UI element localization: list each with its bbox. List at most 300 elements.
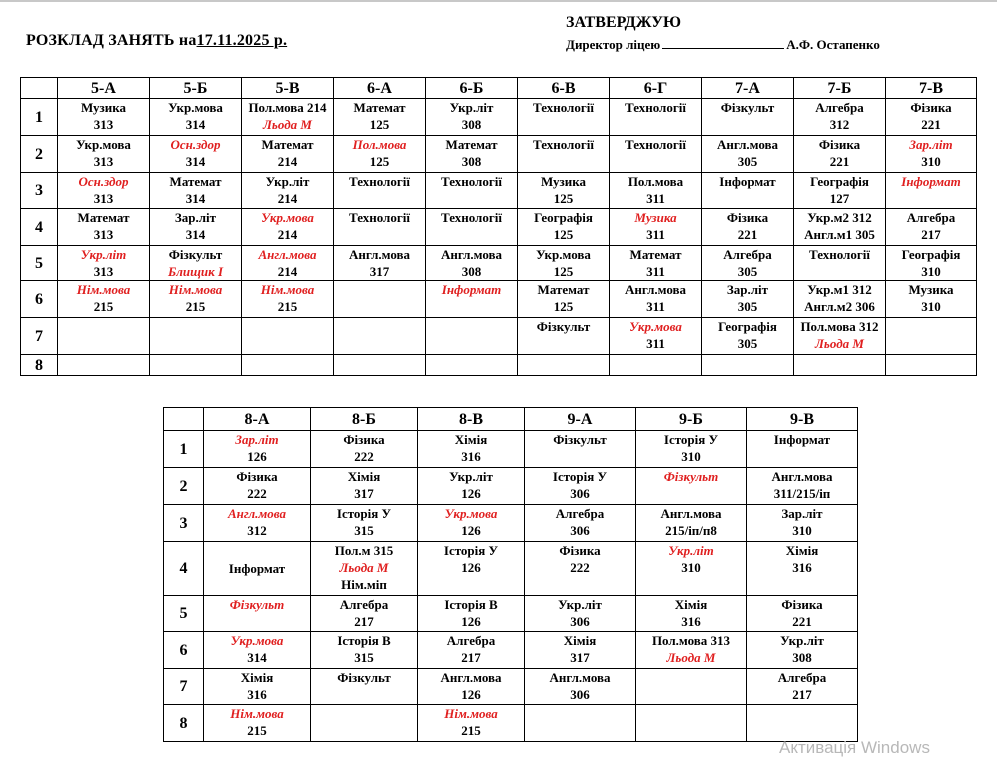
class-header: 9-В [747,408,858,431]
approval-title: ЗАТВЕРДЖУЮ [566,14,682,31]
lesson-text: 306 [570,614,590,629]
lesson-number: 8 [21,355,58,376]
lesson-text: Хімія [454,432,488,447]
lesson-cell [58,318,150,355]
lesson-text: Хімія [785,543,819,558]
teacher-or-subject-highlight: Льода М [815,336,864,351]
lesson-text: 221 [792,614,812,629]
lesson-text: Технології [533,137,594,152]
lesson-text: Фізика [726,210,769,225]
lesson-text: 215/іп/п8 [665,523,717,538]
lesson-cell [747,596,858,632]
lesson-text: 214 [277,227,298,242]
lesson-text: 125 [553,227,574,242]
lesson-text: Музика [540,174,587,189]
lesson-cell [426,173,518,209]
lesson-text: 215 [93,299,114,314]
lesson-text: 222 [570,560,590,575]
lesson-cell [747,542,858,596]
lesson-text: Укр.м2 312 [807,210,872,225]
lesson-text: 310 [921,154,941,169]
lesson-text: Хімія [240,670,274,685]
lesson-cell [886,173,977,209]
lesson-number: 2 [164,468,204,505]
lesson-text: Фізкульт [536,319,591,334]
lesson-text: 214 [277,154,298,169]
lesson-text: 314 [185,191,206,206]
lesson-cell [518,318,610,355]
lesson-row [21,281,977,318]
lesson-cell [426,318,518,355]
lesson-text: Фізика [559,543,601,558]
lesson-text: Історія В [337,633,391,648]
teacher-or-subject-highlight: Пол.мова [352,137,407,152]
lesson-cell [518,173,610,209]
lesson-cell [58,173,150,209]
teacher-or-subject-highlight: Фізкульт [663,469,719,484]
lesson-row [164,596,858,632]
lesson-text: 316 [247,687,267,702]
teacher-or-subject-highlight: Нім.мова [76,282,131,297]
lesson-text: Фізика [818,137,861,152]
lesson-cell [886,318,977,355]
lesson-cell [311,705,418,742]
lesson-text: Фізика [236,469,278,484]
lesson-cell [636,542,747,596]
lesson-cell [610,355,702,376]
teacher-or-subject-highlight: Інформат [901,174,961,189]
lesson-cell [794,355,886,376]
approval-role: Директор ліцею [566,37,661,52]
lesson-text: 311 [646,227,665,242]
teacher-or-subject-highlight: Фізкульт [229,597,285,612]
lesson-cell [525,596,636,632]
lesson-cell [418,596,525,632]
windows-activation-watermark: Активація Windows [779,738,930,757]
lesson-cell [636,505,747,542]
lesson-cell [242,173,334,209]
lesson-cell [418,468,525,505]
lesson-text: 221 [921,117,941,132]
lesson-cell [242,136,334,173]
lesson-text: 312 [247,523,267,538]
lesson-row [21,246,977,281]
lesson-cell [518,209,610,246]
lesson-text: 125 [553,191,574,206]
lesson-row [21,173,977,209]
lesson-text: 311 [646,191,665,206]
lesson-cell [242,209,334,246]
lesson-cell [702,355,794,376]
lesson-cell [150,281,242,318]
lesson-text: 217 [792,687,812,702]
teacher-or-subject-highlight: Зар.літ [909,137,953,152]
lesson-text: Нім.міп [341,577,387,592]
lesson-text: 305 [737,264,758,279]
lesson-text: 222 [247,486,267,501]
lesson-text: Англ.мова [716,137,779,152]
class-header: 9-Б [636,408,747,431]
lesson-text: Алгебра [446,633,496,648]
lesson-text: 316 [681,614,701,629]
lesson-cell [242,281,334,318]
teacher-or-subject-highlight: Укр.літ [668,543,714,558]
lesson-text: Географія [810,174,869,189]
lesson-text: Англ.мова [440,247,503,262]
lesson-text: 126 [461,614,481,629]
lesson-text: Англ.мова [348,247,411,262]
lesson-number: 7 [21,318,58,355]
lesson-number: 5 [164,596,204,632]
lesson-text: 314 [247,650,267,665]
lesson-text: Зар.літ [174,210,217,225]
lesson-row [21,318,977,355]
lesson-cell [702,246,794,281]
lesson-text: 314 [185,117,206,132]
lesson-text: 308 [792,650,812,665]
lesson-text: Пол.мова 312 [800,319,879,334]
class-header: 6-А [334,78,426,99]
lesson-cell [886,355,977,376]
class-header: 9-А [525,408,636,431]
lesson-text: Інформат [773,432,831,447]
teacher-or-subject-highlight: Осн.здор [170,137,221,152]
lesson-text: 215 [247,723,267,738]
lesson-text: 313 [93,117,114,132]
lesson-text: 125 [553,299,574,314]
lesson-cell [426,246,518,281]
lesson-cell [702,281,794,318]
lesson-text: 306 [570,687,590,702]
lesson-text: 310 [681,449,701,464]
lesson-number: 8 [164,705,204,742]
lesson-text: Алгебра [723,247,772,262]
teacher-or-subject-highlight: Англ.мова [258,247,317,262]
lesson-cell [58,355,150,376]
lesson-cell [636,596,747,632]
lesson-text: Музика [80,100,127,115]
lesson-text: Математ [629,247,682,262]
class-header: 6-Б [426,78,518,99]
lesson-cell [426,355,518,376]
lesson-text: 214 [277,191,298,206]
lesson-cell [58,99,150,136]
lesson-cell [886,136,977,173]
lesson-cell [702,99,794,136]
lesson-cell [886,246,977,281]
approval-name: А.Ф. Остапенко [786,37,880,52]
lesson-cell [150,209,242,246]
lesson-cell [794,99,886,136]
lesson-text: Укр.мова [76,137,131,152]
lesson-text: 215 [461,723,481,738]
lesson-cell [204,596,311,632]
lesson-cell [204,705,311,742]
lesson-text: 217 [921,227,941,242]
lesson-text: 314 [185,154,206,169]
class-header: 7-В [886,78,977,99]
lesson-text: Технології [441,174,502,189]
class-header: 8-Б [311,408,418,431]
lesson-row [164,468,858,505]
lesson-text: 316 [461,449,481,464]
lesson-cell [525,632,636,669]
lesson-cell [418,431,525,468]
lesson-text: Географія [534,210,593,225]
lesson-cell [525,669,636,705]
lesson-cell [702,209,794,246]
lesson-number: 7 [164,669,204,705]
lesson-text: Географія [901,247,961,262]
lesson-cell [702,173,794,209]
lesson-cell [204,542,311,596]
lesson-text: Укр.мова [168,100,223,115]
teacher-or-subject-highlight: Укр.мова [444,506,498,521]
teacher-or-subject-highlight: Льода М [666,650,716,665]
lesson-cell [886,281,977,318]
lesson-cell [204,632,311,669]
header-row [164,408,858,431]
lesson-cell [150,355,242,376]
lesson-text: Алгебра [555,506,605,521]
lesson-cell [426,209,518,246]
lesson-text: Технології [349,174,410,189]
lesson-cell [610,173,702,209]
lesson-text: Пол.мова 214 [248,100,327,115]
lesson-text: Алгебра [906,210,956,225]
lesson-text: Географія [718,319,777,334]
lesson-cell [636,705,747,742]
lesson-text: Технології [625,137,686,152]
lesson-text: Технології [441,210,502,225]
lesson-cell [518,246,610,281]
lesson-cell [702,318,794,355]
lesson-text: Англ.мова [624,282,687,297]
corner-cell [164,408,204,431]
teacher-or-subject-highlight: Льода М [263,117,312,132]
lesson-cell [886,209,977,246]
lesson-text: Зар.літ [726,282,769,297]
lesson-text: Фізика [910,100,952,115]
teacher-or-subject-highlight: Музика [634,210,677,225]
lesson-cell [334,173,426,209]
teacher-or-subject-highlight: Нім.мова [444,706,498,721]
lesson-row [164,632,858,669]
lesson-cell [886,99,977,136]
lesson-cell [794,136,886,173]
lesson-text: 127 [829,191,850,206]
lesson-row [164,669,858,705]
lesson-text: 317 [570,650,590,665]
lesson-text: 217 [461,650,481,665]
lesson-cell [747,669,858,705]
lesson-cell [418,632,525,669]
lesson-text: Пол.мова 313 [651,633,731,648]
lesson-cell [418,542,525,596]
lesson-text: Зар.літ [781,506,823,521]
lesson-cell [204,505,311,542]
lesson-text: 125 [553,264,574,279]
lesson-text: Фізкульт [168,247,223,262]
lesson-cell [311,596,418,632]
lesson-text: Англ.мова [660,506,722,521]
lesson-cell [636,632,747,669]
lesson-text: 311 [646,336,665,351]
lesson-cell [525,468,636,505]
teacher-or-subject-highlight: Укр.мова [230,633,284,648]
lesson-row [21,355,977,376]
lesson-text: Технології [349,210,410,225]
teacher-or-subject-highlight: Зар.літ [235,432,279,447]
lesson-text: Історія У [443,543,499,558]
class-header: 5-Б [150,78,242,99]
lesson-text: 313 [93,154,114,169]
lesson-cell [418,669,525,705]
lesson-cell [747,431,858,468]
lesson-cell [150,318,242,355]
top-border [0,0,997,2]
lesson-text: Хімія [674,597,708,612]
lesson-text: 315 [354,650,374,665]
lesson-cell [525,705,636,742]
lesson-text: 221 [829,154,850,169]
lesson-text: Історія У [663,432,719,447]
lesson-text: 305 [737,299,758,314]
lesson-cell [311,632,418,669]
lesson-text: Англ.мова [771,469,833,484]
lesson-cell [518,281,610,318]
lesson-text: 313 [93,191,114,206]
lesson-text: 310 [681,560,701,575]
lesson-cell [747,705,858,742]
lesson-text: Фізкульт [337,670,391,685]
lesson-cell [334,209,426,246]
lesson-cell [610,136,702,173]
lesson-text: Математ [169,174,222,189]
lesson-text: 311 [646,299,665,314]
lesson-text: Історія В [444,597,498,612]
lesson-text: 305 [737,154,758,169]
lesson-text: 125 [369,117,390,132]
teacher-or-subject-highlight: Осн.здор [78,174,129,189]
lesson-cell [58,246,150,281]
lesson-cell [747,505,858,542]
lesson-text: Пол.мова [627,174,684,189]
lesson-number: 3 [164,505,204,542]
teacher-or-subject-highlight: Нім.мова [168,282,223,297]
lesson-cell [702,136,794,173]
lesson-cell [58,281,150,318]
lesson-text: 214 [277,264,298,279]
lesson-cell [418,505,525,542]
lesson-text: 308 [461,154,482,169]
lesson-cell [204,468,311,505]
lesson-cell [418,705,525,742]
lesson-cell [58,209,150,246]
header-row [21,78,977,99]
lesson-text: Англ.м1 305 [804,227,875,242]
lesson-text: 314 [185,227,206,242]
lesson-cell [204,669,311,705]
lesson-number: 4 [21,209,58,246]
lesson-text: Алгебра [339,597,389,612]
lesson-text: Хімія [347,469,381,484]
lesson-cell [636,431,747,468]
class-header: 5-В [242,78,334,99]
lesson-cell [242,246,334,281]
lesson-row [164,542,858,596]
lesson-text: 308 [461,117,482,132]
lesson-cell [334,281,426,318]
teacher-or-subject-highlight: Льода М [339,560,389,575]
lesson-cell [518,99,610,136]
schedule-date: 17.11.2025 р. [196,32,288,49]
lesson-text: 308 [461,264,482,279]
lesson-cell [747,468,858,505]
lesson-cell [334,136,426,173]
title-prefix: РОЗКЛАД ЗАНЯТЬ на [26,32,197,49]
lesson-text: 315 [354,523,374,538]
lesson-text: Музика [908,282,954,297]
lesson-row [21,99,977,136]
lesson-number: 6 [164,632,204,669]
lesson-text: 126 [461,486,481,501]
lesson-cell [58,136,150,173]
lesson-text: Фізика [343,432,385,447]
lesson-text: Математ [77,210,130,225]
lesson-text: Укр.мова [536,247,591,262]
lesson-cell [242,99,334,136]
lesson-row [164,705,858,742]
lesson-cell [204,431,311,468]
lesson-text: Укр.літ [265,174,310,189]
lesson-cell [610,281,702,318]
lesson-row [21,209,977,246]
lesson-cell [311,542,418,596]
class-header: 5-А [58,78,150,99]
lesson-text: 126 [461,687,481,702]
lesson-text: Історія У [336,506,392,521]
lesson-text: Математ [445,137,498,152]
class-header: 6-Г [610,78,702,99]
lesson-cell [525,505,636,542]
lesson-text: Інформат [719,174,776,189]
lesson-text: 126 [247,449,267,464]
lesson-cell [311,431,418,468]
lesson-text: Англ.м2 306 [804,299,875,314]
lesson-text: Технології [625,100,686,115]
lesson-number: 2 [21,136,58,173]
lesson-text: Алгебра [777,670,827,685]
lesson-row [164,431,858,468]
signature-line [662,48,784,49]
lesson-text: 125 [369,154,390,169]
teacher-or-subject-highlight: Англ.мова [227,506,287,521]
lesson-cell [242,355,334,376]
lesson-text: 317 [369,264,390,279]
lesson-cell [518,355,610,376]
lesson-text: Фізкульт [720,100,775,115]
lesson-text: 310 [921,264,941,279]
lesson-text: 317 [354,486,374,501]
class-header: 7-Б [794,78,886,99]
lesson-text: 217 [354,614,374,629]
lesson-cell [747,632,858,669]
lesson-cell [334,99,426,136]
lesson-text: Математ [353,100,406,115]
approval-line [566,37,880,53]
lesson-text: 311 [646,264,665,279]
